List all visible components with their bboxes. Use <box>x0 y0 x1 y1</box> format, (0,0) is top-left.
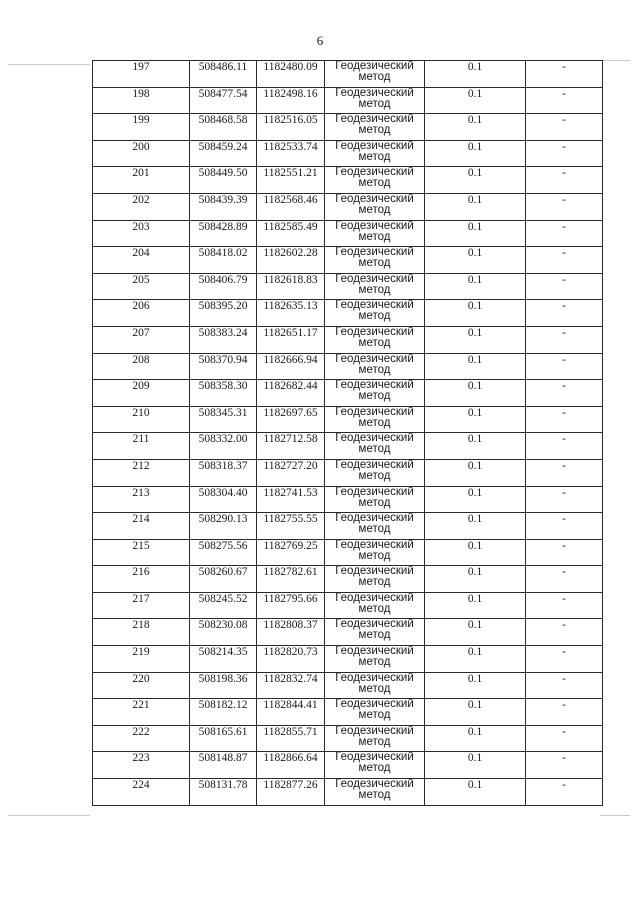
x-coordinate-cell: 508165.61 <box>190 725 257 752</box>
x-coordinate-cell: 508459.24 <box>190 140 257 167</box>
x-coordinate-cell: 508358.30 <box>190 380 257 407</box>
accuracy-cell: 0.1 <box>425 779 526 806</box>
method-cell: Геодезический метод <box>325 140 425 167</box>
x-coordinate-cell: 508148.87 <box>190 752 257 779</box>
x-coordinate-cell: 508345.31 <box>190 406 257 433</box>
description-cell: - <box>526 699 603 726</box>
accuracy-cell: 0.1 <box>425 247 526 274</box>
description-cell: - <box>526 406 603 433</box>
accuracy-cell: 0.1 <box>425 140 526 167</box>
method-cell: Геодезический метод <box>325 273 425 300</box>
x-coordinate-cell: 508275.56 <box>190 539 257 566</box>
table-row <box>93 646 603 673</box>
method-cell: Геодезический метод <box>325 326 425 353</box>
table-row <box>93 300 603 327</box>
point-number-cell: 198 <box>93 87 190 114</box>
method-cell: Геодезический метод <box>325 752 425 779</box>
x-coordinate-cell: 508304.40 <box>190 486 257 513</box>
y-coordinate-cell: 1182855.71 <box>257 725 325 752</box>
point-number-cell: 197 <box>93 61 190 88</box>
description-cell: - <box>526 61 603 88</box>
table-row <box>93 566 603 593</box>
table-row <box>93 114 603 141</box>
y-coordinate-cell: 1182551.21 <box>257 167 325 194</box>
accuracy-cell: 0.1 <box>425 220 526 247</box>
table-row <box>93 167 603 194</box>
y-coordinate-cell: 1182682.44 <box>257 380 325 407</box>
point-number-cell: 200 <box>93 140 190 167</box>
y-coordinate-cell: 1182808.37 <box>257 619 325 646</box>
method-cell: Геодезический метод <box>325 193 425 220</box>
table-row <box>93 539 603 566</box>
y-coordinate-cell: 1182697.65 <box>257 406 325 433</box>
description-cell: - <box>526 433 603 460</box>
coordinates-table-container <box>92 60 596 806</box>
description-cell: - <box>526 459 603 486</box>
y-coordinate-cell: 1182635.13 <box>257 300 325 327</box>
accuracy-cell: 0.1 <box>425 486 526 513</box>
description-cell: - <box>526 326 603 353</box>
point-number-cell: 214 <box>93 513 190 540</box>
x-coordinate-cell: 508383.24 <box>190 326 257 353</box>
point-number-cell: 221 <box>93 699 190 726</box>
x-coordinate-cell: 508439.39 <box>190 193 257 220</box>
y-coordinate-cell: 1182602.28 <box>257 247 325 274</box>
method-cell: Геодезический метод <box>325 220 425 247</box>
method-cell: Геодезический метод <box>325 353 425 380</box>
table-row <box>93 699 603 726</box>
description-cell: - <box>526 193 603 220</box>
x-coordinate-cell: 508418.02 <box>190 247 257 274</box>
x-coordinate-cell: 508245.52 <box>190 592 257 619</box>
scan-artifact-line <box>600 60 630 61</box>
accuracy-cell: 0.1 <box>425 539 526 566</box>
table-row <box>93 752 603 779</box>
x-coordinate-cell: 508182.12 <box>190 699 257 726</box>
accuracy-cell: 0.1 <box>425 406 526 433</box>
description-cell: - <box>526 353 603 380</box>
table-row <box>93 87 603 114</box>
method-cell: Геодезический метод <box>325 247 425 274</box>
table-row <box>93 353 603 380</box>
description-cell: - <box>526 672 603 699</box>
point-number-cell: 212 <box>93 459 190 486</box>
description-cell: - <box>526 300 603 327</box>
accuracy-cell: 0.1 <box>425 725 526 752</box>
description-cell: - <box>526 247 603 274</box>
table-row <box>93 725 603 752</box>
table-row <box>93 380 603 407</box>
method-cell: Геодезический метод <box>325 619 425 646</box>
method-cell: Геодезический метод <box>325 539 425 566</box>
accuracy-cell: 0.1 <box>425 752 526 779</box>
page-number: 6 <box>316 33 324 48</box>
description-cell: - <box>526 779 603 806</box>
y-coordinate-cell: 1182741.53 <box>257 486 325 513</box>
table-row <box>93 486 603 513</box>
description-cell: - <box>526 566 603 593</box>
point-number-cell: 208 <box>93 353 190 380</box>
method-cell: Геодезический метод <box>325 406 425 433</box>
description-cell: - <box>526 114 603 141</box>
table-row <box>93 672 603 699</box>
table-row <box>93 779 603 806</box>
description-cell: - <box>526 273 603 300</box>
x-coordinate-cell: 508214.35 <box>190 646 257 673</box>
accuracy-cell: 0.1 <box>425 326 526 353</box>
scan-artifact-line <box>8 64 90 65</box>
x-coordinate-cell: 508318.37 <box>190 459 257 486</box>
point-number-cell: 210 <box>93 406 190 433</box>
point-number-cell: 199 <box>93 114 190 141</box>
y-coordinate-cell: 1182727.20 <box>257 459 325 486</box>
scan-artifact-line <box>8 815 90 816</box>
accuracy-cell: 0.1 <box>425 61 526 88</box>
table-row <box>93 61 603 88</box>
accuracy-cell: 0.1 <box>425 87 526 114</box>
table-row <box>93 220 603 247</box>
accuracy-cell: 0.1 <box>425 300 526 327</box>
point-number-cell: 222 <box>93 725 190 752</box>
y-coordinate-cell: 1182666.94 <box>257 353 325 380</box>
accuracy-cell: 0.1 <box>425 353 526 380</box>
y-coordinate-cell: 1182755.55 <box>257 513 325 540</box>
table-row <box>93 193 603 220</box>
point-number-cell: 204 <box>93 247 190 274</box>
point-number-cell: 216 <box>93 566 190 593</box>
description-cell: - <box>526 220 603 247</box>
y-coordinate-cell: 1182782.61 <box>257 566 325 593</box>
y-coordinate-cell: 1182769.25 <box>257 539 325 566</box>
method-cell: Геодезический метод <box>325 725 425 752</box>
y-coordinate-cell: 1182585.49 <box>257 220 325 247</box>
accuracy-cell: 0.1 <box>425 193 526 220</box>
point-number-cell: 215 <box>93 539 190 566</box>
y-coordinate-cell: 1182832.74 <box>257 672 325 699</box>
table-row <box>93 247 603 274</box>
table-row <box>93 459 603 486</box>
point-number-cell: 219 <box>93 646 190 673</box>
point-number-cell: 218 <box>93 619 190 646</box>
method-cell: Геодезический метод <box>325 779 425 806</box>
description-cell: - <box>526 646 603 673</box>
table-row <box>93 406 603 433</box>
accuracy-cell: 0.1 <box>425 380 526 407</box>
description-cell: - <box>526 619 603 646</box>
coordinates-table <box>92 60 603 806</box>
x-coordinate-cell: 508468.58 <box>190 114 257 141</box>
description-cell: - <box>526 725 603 752</box>
description-cell: - <box>526 513 603 540</box>
table-row <box>93 140 603 167</box>
accuracy-cell: 0.1 <box>425 672 526 699</box>
description-cell: - <box>526 539 603 566</box>
accuracy-cell: 0.1 <box>425 433 526 460</box>
point-number-cell: 211 <box>93 433 190 460</box>
method-cell: Геодезический метод <box>325 513 425 540</box>
x-coordinate-cell: 508477.54 <box>190 87 257 114</box>
x-coordinate-cell: 508395.20 <box>190 300 257 327</box>
y-coordinate-cell: 1182618.83 <box>257 273 325 300</box>
accuracy-cell: 0.1 <box>425 592 526 619</box>
y-coordinate-cell: 1182844.41 <box>257 699 325 726</box>
x-coordinate-cell: 508449.50 <box>190 167 257 194</box>
y-coordinate-cell: 1182651.17 <box>257 326 325 353</box>
method-cell: Геодезический метод <box>325 459 425 486</box>
method-cell: Геодезический метод <box>325 592 425 619</box>
description-cell: - <box>526 87 603 114</box>
description-cell: - <box>526 140 603 167</box>
method-cell: Геодезический метод <box>325 61 425 88</box>
point-number-cell: 220 <box>93 672 190 699</box>
method-cell: Геодезический метод <box>325 300 425 327</box>
method-cell: Геодезический метод <box>325 87 425 114</box>
coordinates-table-body <box>93 61 603 806</box>
point-number-cell: 202 <box>93 193 190 220</box>
accuracy-cell: 0.1 <box>425 699 526 726</box>
x-coordinate-cell: 508332.00 <box>190 433 257 460</box>
description-cell: - <box>526 592 603 619</box>
x-coordinate-cell: 508131.78 <box>190 779 257 806</box>
table-row <box>93 619 603 646</box>
y-coordinate-cell: 1182498.16 <box>257 87 325 114</box>
method-cell: Геодезический метод <box>325 433 425 460</box>
y-coordinate-cell: 1182712.58 <box>257 433 325 460</box>
point-number-cell: 217 <box>93 592 190 619</box>
y-coordinate-cell: 1182877.26 <box>257 779 325 806</box>
point-number-cell: 207 <box>93 326 190 353</box>
point-number-cell: 201 <box>93 167 190 194</box>
description-cell: - <box>526 380 603 407</box>
scan-artifact-line <box>600 815 630 816</box>
x-coordinate-cell: 508486.11 <box>190 61 257 88</box>
point-number-cell: 206 <box>93 300 190 327</box>
accuracy-cell: 0.1 <box>425 114 526 141</box>
accuracy-cell: 0.1 <box>425 619 526 646</box>
x-coordinate-cell: 508230.08 <box>190 619 257 646</box>
y-coordinate-cell: 1182866.64 <box>257 752 325 779</box>
description-cell: - <box>526 167 603 194</box>
table-row <box>93 513 603 540</box>
y-coordinate-cell: 1182795.66 <box>257 592 325 619</box>
x-coordinate-cell: 508290.13 <box>190 513 257 540</box>
x-coordinate-cell: 508428.89 <box>190 220 257 247</box>
x-coordinate-cell: 508260.67 <box>190 566 257 593</box>
x-coordinate-cell: 508370.94 <box>190 353 257 380</box>
table-row <box>93 326 603 353</box>
method-cell: Геодезический метод <box>325 672 425 699</box>
accuracy-cell: 0.1 <box>425 167 526 194</box>
point-number-cell: 213 <box>93 486 190 513</box>
method-cell: Геодезический метод <box>325 566 425 593</box>
accuracy-cell: 0.1 <box>425 459 526 486</box>
y-coordinate-cell: 1182568.46 <box>257 193 325 220</box>
accuracy-cell: 0.1 <box>425 646 526 673</box>
method-cell: Геодезический метод <box>325 699 425 726</box>
description-cell: - <box>526 486 603 513</box>
x-coordinate-cell: 508406.79 <box>190 273 257 300</box>
accuracy-cell: 0.1 <box>425 513 526 540</box>
y-coordinate-cell: 1182820.73 <box>257 646 325 673</box>
y-coordinate-cell: 1182533.74 <box>257 140 325 167</box>
method-cell: Геодезический метод <box>325 167 425 194</box>
table-row <box>93 433 603 460</box>
accuracy-cell: 0.1 <box>425 273 526 300</box>
description-cell: - <box>526 752 603 779</box>
point-number-cell: 209 <box>93 380 190 407</box>
y-coordinate-cell: 1182480.09 <box>257 61 325 88</box>
table-row <box>93 273 603 300</box>
method-cell: Геодезический метод <box>325 486 425 513</box>
point-number-cell: 223 <box>93 752 190 779</box>
x-coordinate-cell: 508198.36 <box>190 672 257 699</box>
accuracy-cell: 0.1 <box>425 566 526 593</box>
method-cell: Геодезический метод <box>325 380 425 407</box>
method-cell: Геодезический метод <box>325 114 425 141</box>
point-number-cell: 205 <box>93 273 190 300</box>
point-number-cell: 224 <box>93 779 190 806</box>
y-coordinate-cell: 1182516.05 <box>257 114 325 141</box>
table-row <box>93 592 603 619</box>
point-number-cell: 203 <box>93 220 190 247</box>
method-cell: Геодезический метод <box>325 646 425 673</box>
